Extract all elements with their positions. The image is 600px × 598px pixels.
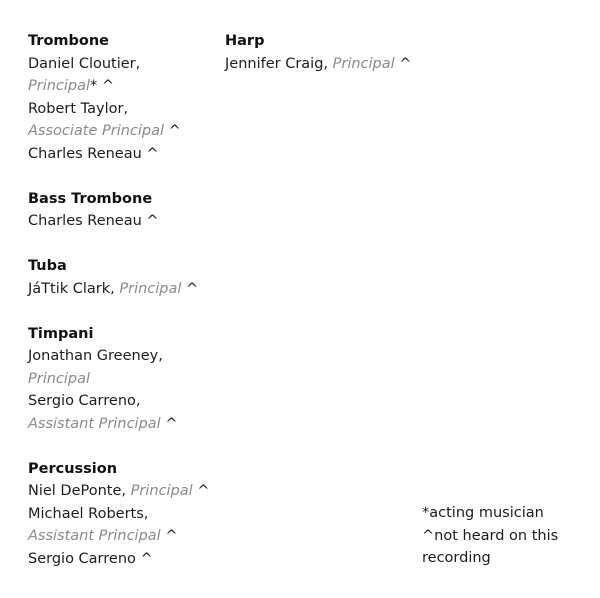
musician-entry [28,345,213,368]
musician-role: Assistant Principal [28,528,161,544]
musician-role: Principal [119,280,182,297]
musician-marker: ^ [394,55,412,72]
musician-entry [28,120,213,143]
musician-entry [28,143,213,166]
musician-marker: ^ [160,415,178,432]
musician-name: Jonathan Greeney, [28,348,163,364]
musician-name: Sergio Carreno, [28,393,141,409]
section-trombone [28,30,213,165]
legend-notes [422,502,592,570]
section-heading: Timpani [28,325,94,342]
musician-name: Michael Roberts, [28,505,149,522]
section-heading: Bass Trombone [28,190,153,207]
musician-role: Principal [332,55,395,72]
legend-acting: *acting musician [422,505,544,521]
musician-entry [28,368,213,391]
musician-marker: ^ [164,123,181,139]
musician-name: Daniel Cloutier, [28,55,141,72]
section-tuba [28,255,213,300]
musician-name: Charles Reneau ^ [28,145,159,162]
musician-marker: ^ [181,280,199,297]
section-timpani [28,323,213,436]
musician-entry [28,210,213,233]
musician-entry [28,525,213,548]
musician-entry [28,390,213,413]
musician-role: Principal [28,370,91,387]
musician-name: Sergio Carreno ^ [28,550,153,567]
musician-entry [28,503,213,526]
left-roster-column [28,30,213,593]
musician-entry [28,278,213,301]
musician-entry [28,98,213,121]
section-heading: Harp [225,33,265,49]
musician-name: Charles Reneau ^ [28,213,159,229]
section-heading: Tuba [28,258,67,274]
musician-name: Niel DePonte, [28,483,131,499]
musician-name: Robert Taylor, [28,100,129,117]
musician-entry [225,53,415,76]
musician-name: Jennifer Craig, [225,55,333,72]
section-heading: Trombone [28,33,110,49]
musician-role: Principal [130,483,193,499]
musician-marker: ^ [192,483,210,499]
legend-not-heard: ^not heard on this [422,527,559,544]
section-harp [225,30,415,75]
section-bass-trombone [28,188,213,233]
musician-marker: * ^ [90,78,115,94]
musician-entry [28,413,213,436]
musician-entry [28,53,213,76]
musician-entry [28,75,213,98]
musician-entry [28,548,213,571]
musician-marker: ^ [160,528,178,544]
musician-role: Principal [28,78,91,94]
musician-role: Associate Principal [28,123,165,139]
section-heading: Percussion [28,460,118,477]
section-percussion [28,458,213,571]
musician-name: JáTtik Clark, [28,280,120,297]
musician-entry [28,480,213,503]
middle-roster-column [225,30,415,98]
legend-not-heard-cont: recording [422,550,491,566]
musician-role: Assistant Principal [28,415,161,432]
